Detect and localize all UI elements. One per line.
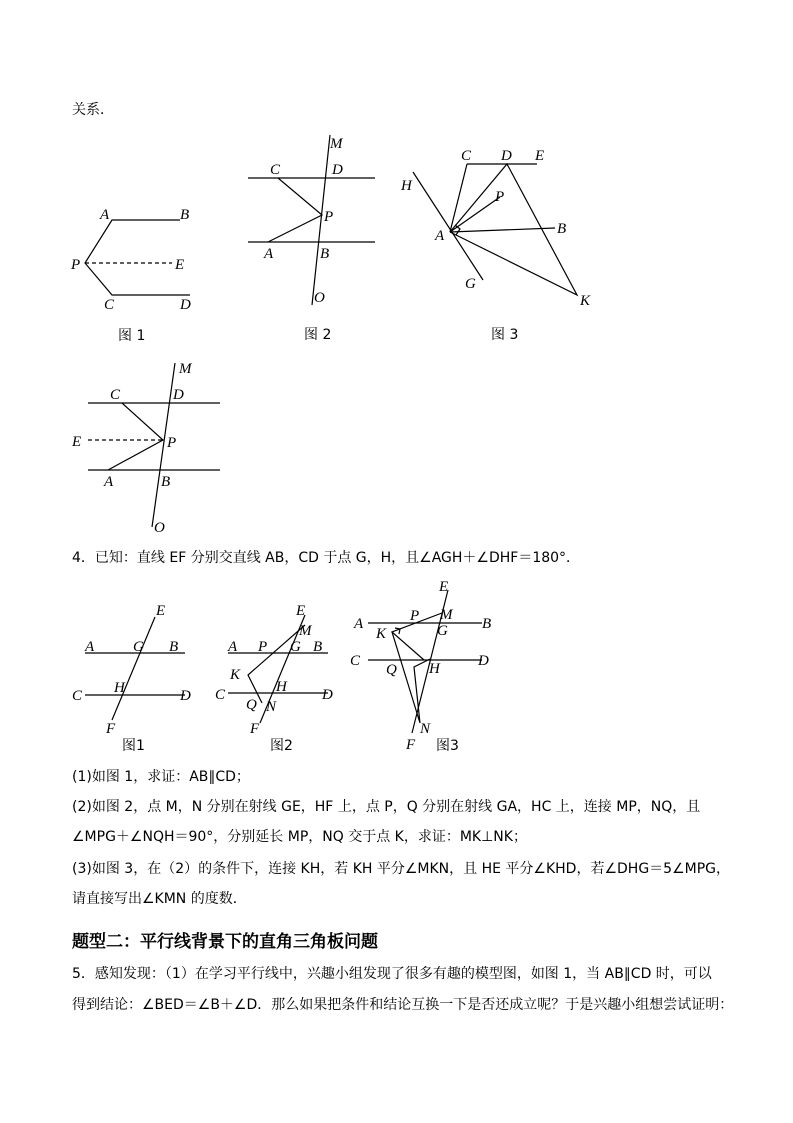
label-N: N — [266, 699, 277, 715]
q4-part1: (1)如图 1，求证：AB∥CD； — [72, 769, 250, 785]
figure-4-top — [60, 355, 230, 535]
q4-figure-1 — [70, 595, 200, 755]
label-M: M — [440, 607, 453, 623]
label-Q: Q — [386, 662, 397, 678]
label-K: K — [230, 667, 241, 683]
label-E: E — [296, 603, 306, 619]
label-P: P — [324, 209, 334, 225]
label-E: E — [72, 434, 82, 450]
label-C: C — [270, 162, 281, 178]
label-Q: Q — [246, 697, 257, 713]
label-P: P — [258, 639, 268, 655]
label-E: E — [156, 603, 166, 619]
q5-line1: 5．感知发现：（1）在学习平行线中，兴趣小组发现了很多有趣的模型图，如图 1，当 AB∥CD 时，可以 — [72, 966, 712, 982]
q4-part3-line1: (3)如图 3，在（2）的条件下，连接 KH，若 KH 平分∠MKN，且 HE 平分∠KHD，若∠DHG＝5∠MPG， — [72, 861, 730, 877]
label-A: A — [228, 639, 238, 655]
label-B: B — [161, 474, 171, 490]
label-B: B — [320, 246, 330, 262]
caption-q4-fig3: 图3 — [436, 738, 459, 754]
figure-2-top — [240, 130, 390, 350]
label-C: C — [461, 148, 472, 164]
label-G: G — [437, 623, 448, 639]
q4-part3-line2: 请直接写出∠KMN 的度数． — [72, 891, 247, 907]
section-title: 题型二：平行线背景下的直角三角板问题 — [72, 932, 378, 952]
label-H: H — [429, 661, 440, 677]
label-M: M — [179, 361, 192, 377]
label-M: M — [330, 136, 343, 152]
q4-part2-line1: (2)如图 2，点 M，N 分别在射线 GE，HF 上，点 P，Q 分别在射线 GA，HC 上，连接 MP，NQ，且 — [72, 799, 701, 815]
label-F: F — [250, 721, 260, 737]
label-G: G — [290, 639, 301, 655]
label-H: H — [114, 680, 125, 696]
label-O: O — [314, 290, 325, 306]
label-D: D — [180, 297, 191, 313]
label-A: A — [100, 207, 110, 223]
q4-part2-line2: ∠MPG＋∠NQH＝90°，分别延长 MP，NQ 交于点 K，求证：MK⊥NK； — [72, 829, 527, 845]
label-H: H — [401, 178, 412, 194]
caption-fig1: 图 1 — [118, 328, 146, 344]
label-P: P — [495, 189, 505, 205]
q4-stem: 4．已知：直线 EF 分别交直线 AB，CD 于点 G，H，且∠AGH＋∠DHF＝180°． — [72, 550, 581, 566]
label-F: F — [406, 737, 416, 753]
label-C: C — [110, 387, 121, 403]
label-C: C — [104, 297, 115, 313]
label-A: A — [104, 474, 114, 490]
q5-line2: 得到结论：∠BED＝∠B＋∠D．那么如果把条件和结论互换一下是否还成立呢？于是兴趣小组想尝试证明： — [72, 997, 734, 1013]
label-C: C — [350, 653, 361, 669]
label-K: K — [376, 626, 387, 642]
label-A: A — [354, 616, 364, 632]
label-D: D — [180, 688, 191, 704]
label-E: E — [175, 257, 185, 273]
label-C: C — [215, 687, 226, 703]
label-H: H — [276, 679, 287, 695]
label-D: D — [478, 653, 489, 669]
label-B: B — [482, 616, 492, 632]
label-A: A — [435, 228, 445, 244]
q4-figure-2 — [210, 595, 340, 755]
label-G: G — [133, 639, 144, 655]
label-D: D — [501, 148, 512, 164]
label-N: N — [420, 721, 431, 737]
label-D: D — [332, 162, 343, 178]
label-A: A — [264, 246, 274, 262]
label-B: B — [180, 207, 190, 223]
label-C: C — [72, 688, 83, 704]
label-B: B — [557, 221, 567, 237]
label-O: O — [154, 520, 165, 535]
label-E: E — [439, 579, 449, 595]
label-G: G — [465, 276, 476, 292]
caption-fig3: 图 3 — [491, 327, 519, 343]
label-D: D — [322, 687, 333, 703]
label-P: P — [410, 608, 420, 624]
label-P: P — [71, 257, 81, 273]
label-P: P — [167, 435, 177, 451]
figure-3-top — [395, 142, 605, 352]
intro-text: 关系． — [72, 102, 114, 118]
label-B: B — [313, 639, 323, 655]
q4-figure-3 — [350, 575, 500, 755]
figure-1-top — [60, 195, 210, 350]
caption-q4-fig1: 图1 — [122, 738, 145, 754]
label-A: A — [85, 639, 95, 655]
label-F: F — [106, 721, 116, 737]
caption-fig2: 图 2 — [304, 327, 332, 343]
label-E: E — [535, 148, 545, 164]
label-B: B — [169, 639, 179, 655]
label-K: K — [580, 293, 591, 309]
label-M: M — [299, 623, 312, 639]
label-D: D — [173, 387, 184, 403]
caption-q4-fig2: 图2 — [270, 738, 293, 754]
